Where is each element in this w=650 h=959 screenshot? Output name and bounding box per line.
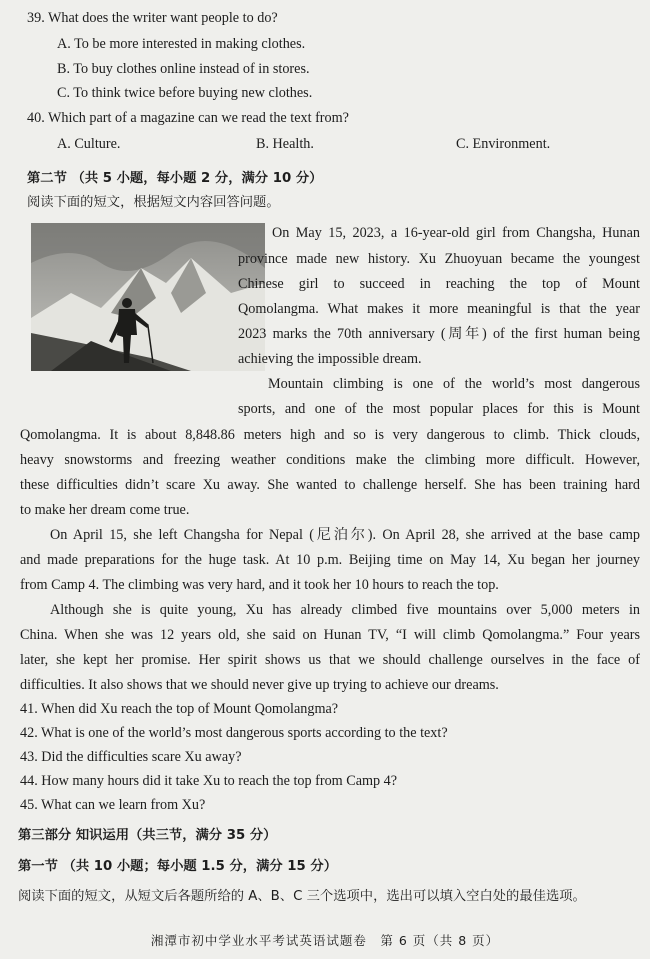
- passage-line: Although she is quite young, Xu has already climbed five mountains over 5,000 meters in: [50, 602, 640, 618]
- passage-line: Mountain climbing is one of the world’s most dangerous: [268, 376, 640, 392]
- q40-option-b: B. Health.: [256, 136, 314, 152]
- passage-line: Qomolangma. What makes it more meaningful is that the year: [238, 301, 640, 317]
- page-footer: 湘潭市初中学业水平考试英语试题卷 第 6 页（共 8 页）: [150, 933, 500, 948]
- part3-heading: 第三部分 知识运用（共三节，满分 35 分）: [18, 828, 277, 843]
- passage-line: Chinese girl to succeed in reaching the top of Mount: [238, 276, 640, 292]
- passage-line: from Camp 4. The climbing was very hard, and it took her 10 hours to reach the top.: [20, 577, 499, 593]
- passage-line: 2023 marks the 70th anniversary (周年) of the first human being: [238, 326, 640, 342]
- q40-option-a: A. Culture.: [57, 136, 121, 152]
- q39-option-a: A. To be more interested in making clothes.: [57, 36, 306, 52]
- part3-section1: 第一节 （共 10 小题；每小题 1.5 分，满分 15 分）: [18, 859, 338, 874]
- passage-line: province made new history. Xu Zhuoyuan became the youngest: [238, 251, 640, 267]
- passage-line: China. When she was 12 years old, she said on Hunan TV, “I will climb Qomolangma.” Four years: [20, 627, 640, 643]
- passage-line: difficulties. It also shows that we should never give up trying to achieve our dreams.: [20, 677, 499, 693]
- q39-option-b: B. To buy clothes online instead of in stores.: [57, 61, 310, 77]
- section2-heading: 第二节 （共 5 小题，每小题 2 分，满分 10 分）: [27, 171, 323, 186]
- passage-line: Qomolangma. It is about 8,848.86 meters high and so is very dangerous to climb. Thick clouds,: [20, 427, 640, 443]
- passage-line: these difficulties didn’t scare Xu away. She wanted to challenge herself. She has been training hard: [20, 477, 640, 493]
- q40-option-c: C. Environment.: [456, 136, 551, 152]
- section2-instruction: 阅读下面的短文，根据短文内容回答问题。: [27, 195, 280, 210]
- question-42: 42. What is one of the world’s most dangerous sports according to the text?: [20, 725, 448, 741]
- passage-line: On April 15, she left Changsha for Nepal (尼泊尔). On April 28, she arrived at the base camp: [50, 527, 640, 543]
- passage-line: On May 15, 2023, a 16-year-old girl from Changsha, Hunan: [272, 225, 640, 241]
- part3-instruction: 阅读下面的短文，从短文后各题所给的 A、B、C 三个选项中，选出可以填入空白处的最佳选项。: [18, 889, 586, 904]
- passage-line: to make her dream come true.: [20, 502, 190, 518]
- passage-line: heavy snowstorms and freezing weather conditions make the climbing more difficult. However,: [20, 452, 640, 468]
- q39-stem: 39. What does the writer want people to do?: [27, 10, 278, 26]
- passage-line: sports, and one of the most popular places for this is Mount: [238, 401, 640, 417]
- passage-line: achieving the impossible dream.: [238, 351, 422, 367]
- q40-stem: 40. Which part of a magazine can we read the text from?: [27, 110, 349, 126]
- climber-photo: [31, 223, 265, 371]
- q39-option-c: C. To think twice before buying new clothes.: [57, 85, 313, 101]
- passage-line: later, she kept her promise. Her spirit shows us that we should challenge ourselves in the face of: [20, 652, 640, 668]
- question-41: 41. When did Xu reach the top of Mount Qomolangma?: [20, 701, 339, 717]
- question-45: 45. What can we learn from Xu?: [20, 797, 206, 813]
- passage-line: and made preparations for the huge task. At 10 p.m. Beijing time on May 14, Xu began her journey: [20, 552, 640, 568]
- question-43: 43. Did the difficulties scare Xu away?: [20, 749, 242, 765]
- question-44: 44. How many hours did it take Xu to reach the top from Camp 4?: [20, 773, 398, 789]
